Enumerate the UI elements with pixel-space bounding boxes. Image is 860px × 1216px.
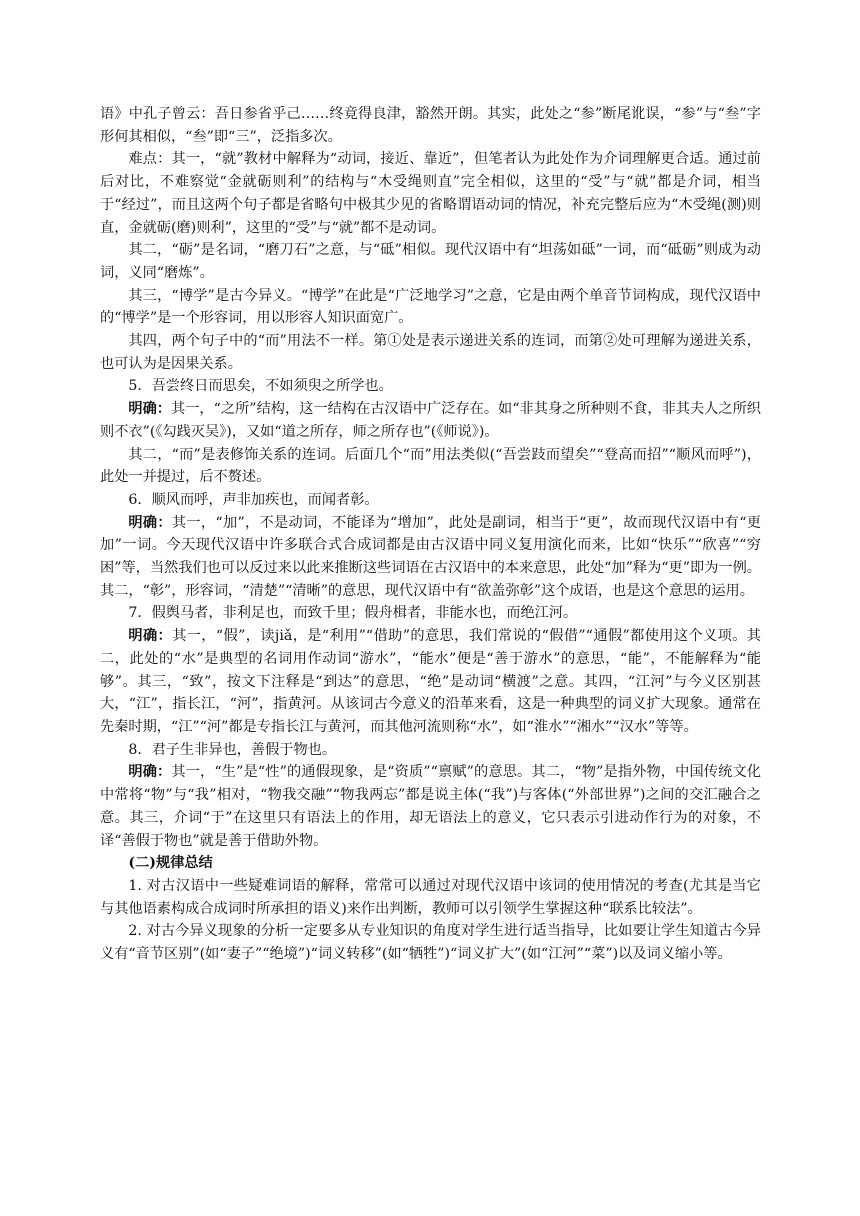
paragraph-text: 其四，两个句子中的“而”用法不一样。第①处是表示递进关系的连词，而第②处可理解为递进关系，也可认为是因果关系。 bbox=[100, 333, 761, 372]
paragraph-text: 其一，“假”，读jiǎ，是“利用”“借助”的意思，我们常说的“假借”“通假”都使用这个义项。其二，此处的“水”是典型的名词用作动词“游水”，“能水”便是“善于游水”的意思，“能”，不能解释为“能够”。其三，“致”，按文下注释是“到达”的意思，“绝”是动词“横渡”之意。其四，“江河”与今义区别甚大，“江”，指长江，“河”，指黄河。从该词古今意义的沿革来看，这是一种典型的词义扩大现象。通常在先秦时期，“江”“河”都是专指长江与黄河，而其他河流则称“水”，如“淮水”“湘水”“汉水”等等。 bbox=[100, 628, 761, 735]
paragraph-text: 其二，“而”是表修饰关系的连词。后面几个“而”用法类似(“吾尝跂而望矣”“登高而招”“顺风而呼”)，此处一并提过，后不赘述。 bbox=[100, 446, 761, 486]
paragraph-text: 其一，“加”，不是动词，不能译为“增加”，此处是副词，相当于“更”，故而现代汉语中有“更加”一词。今天现代汉语中许多联合式合成词都是由古汉语中同义复用演化而来，比如“快乐”“欣喜”“穷困”等，当然我们也可以反过来以此来推断这些词语在古汉语中的本来意思，此处“加”释为“更”即为一例。其二，“彰”，形容词，“清楚”“清晰”的意思，现代汉语中有“欲盖弥彰”这个成语，也是这个意思的运用。 bbox=[100, 514, 761, 599]
paragraph-text: 语》中孔子曾云：吾日参省乎己……终竟得良津，豁然开朗。其实，此处之“参”断尾讹误，“参”与“叁”字形何其相似，“叁”即“三”，泛指多次。 bbox=[100, 106, 761, 145]
sentence-item-5 bbox=[100, 375, 761, 398]
paragraph-text: 8．君子生非异也，善假于物也。 bbox=[128, 741, 337, 758]
paragraph-text: 其一，“之所”结构，这一结构在古汉语中广泛存在。如“非其身之所种则不食，非其夫人之所织则不衣”(《勾践灭吴》)，又如“道之所存，师之所存也”(《师说》)。 bbox=[100, 401, 761, 440]
paragraph-text: 2. 对古今异义现象的分析一定要多从专业知识的角度对学生进行适当指导，比如要让学生知道古今异义有“音节区别”(如“妻子”“绝境”)“词义转移”(如“牺牲”)“词义扩大”(如“江河”“菜”)以及词义缩小等。 bbox=[100, 923, 761, 963]
summary-item-2 bbox=[100, 920, 761, 965]
answer-label: 明确： bbox=[128, 514, 172, 531]
paragraph bbox=[100, 103, 761, 148]
sentence-item-7 bbox=[100, 602, 761, 625]
paragraph-text: 7．假舆马者，非利足也，而致千里；假舟楫者，非能水也，而绝江河。 bbox=[128, 605, 578, 622]
paragraph-text: 1. 对古汉语中一些疑难词语的解释，常常可以通过对现代汉语中该词的使用情况的考查(尤其是当它与其他语素构成合成词时所承担的语义)来作出判断，教师可以引领学生掌握这种“联系比较法”。 bbox=[100, 877, 761, 917]
document-body bbox=[100, 103, 761, 966]
paragraph-text: 难点：其一，“就”教材中解释为“动词，接近、靠近”，但笔者认为此处作为介词理解更合适。通过前后对比，不难察觉“金就砺则利”的结构与“木受绳则直”完全相似，这里的“受”与“就”都是介词，相当于“经过”，而且这两个句子都是省略句中极其少见的省略谓语动词的情况，补充完整后应为“木受绳(测)则直，金就砺(磨)则利”，这里的“受”与“就”都不是动词。 bbox=[100, 151, 761, 236]
sentence-item-8 bbox=[100, 739, 761, 762]
paragraph-text: 5．吾尝终日而思矣，不如须臾之所学也。 bbox=[128, 378, 393, 395]
paragraph bbox=[100, 330, 761, 375]
paragraph-text: 6．顺风而呼，声非加疾也，而闻者彰。 bbox=[128, 491, 379, 508]
answer-label: 明确： bbox=[128, 401, 172, 418]
summary-item-1 bbox=[100, 875, 761, 920]
paragraph bbox=[100, 625, 761, 739]
section-heading-text: (二)规律总结 bbox=[128, 855, 213, 872]
paragraph-text: 其一，“生”是“性”的通假现象，是“资质”“禀赋”的意思。其二，“物”是指外物，中国传统文化中常将“物”与“我”相对，“物我交融”“物我两忘”都是说主体(“我”)与客体(“外部世界”)之间的交汇融合之意。其三，介词“于”在这里只有语法上的作用，却无语法上的意义，它只表示引进动作行为的对象，不译“善假于物也”就是善于借助外物。 bbox=[100, 764, 761, 849]
paragraph bbox=[100, 444, 761, 489]
section-heading bbox=[100, 852, 761, 875]
sentence-item-6 bbox=[100, 489, 761, 512]
paragraph bbox=[100, 512, 761, 603]
paragraph bbox=[100, 761, 761, 852]
answer-label: 明确： bbox=[128, 764, 172, 781]
paragraph-text: 其三，“博学”是古今异义。“博学”在此是“广泛地学习”之意，它是由两个单音节词构成，现代汉语中的“博学”是一个形容词，用以形容人知识面宽广。 bbox=[100, 287, 761, 327]
paragraph bbox=[100, 398, 761, 443]
answer-label: 明确： bbox=[128, 628, 173, 645]
paragraph-text: 其二，“砺”是名词，“磨刀石”之意，与“砥”相似。现代汉语中有“坦荡如砥”一词，而“砥砺”则成为动词，义同“磨炼”。 bbox=[100, 242, 761, 281]
paragraph bbox=[100, 285, 761, 330]
paragraph bbox=[100, 239, 761, 284]
paragraph bbox=[100, 148, 761, 239]
